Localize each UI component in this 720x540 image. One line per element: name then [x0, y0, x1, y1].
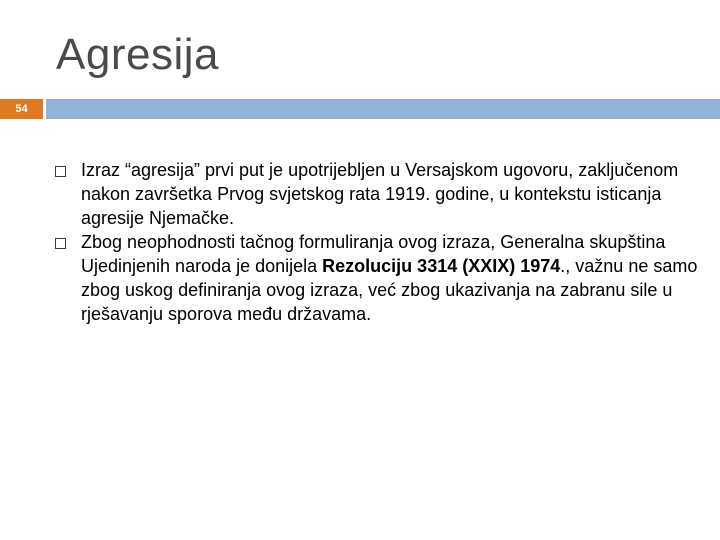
bullet-item-2 — [55, 230, 705, 326]
bullet-text-before: Zbog neophodnosti tačnog formuliranja ovog izraza, Generalna skupština Ujedinjenih naroda je donijela — [81, 232, 666, 276]
square-bullet-icon — [55, 238, 66, 249]
bullet-text: Izraz “agresija” prvi put je upotrijebljen u Versajskom ugovoru, zaključenom nakon završetka Prvog svjetskog rata 1919. godine, u kontekstu isticanja agresije Njemačke. — [81, 160, 679, 228]
bullet-list — [55, 158, 705, 326]
slide-number-badge: 54 — [0, 99, 43, 119]
bullet-text-after: ., važnu ne samo zbog uskog definiranja ovog izraza, već zbog ukazivanja na zabranu sile u rješavanju sporova među državama. — [81, 256, 698, 324]
slide-title: Agresija — [56, 30, 219, 79]
resolution-reference: Rezoluciju 3314 (XXIX) 1974 — [322, 256, 561, 276]
square-bullet-icon — [55, 166, 66, 177]
bullet-item-1 — [55, 158, 705, 230]
header-divider-bar — [46, 99, 720, 119]
